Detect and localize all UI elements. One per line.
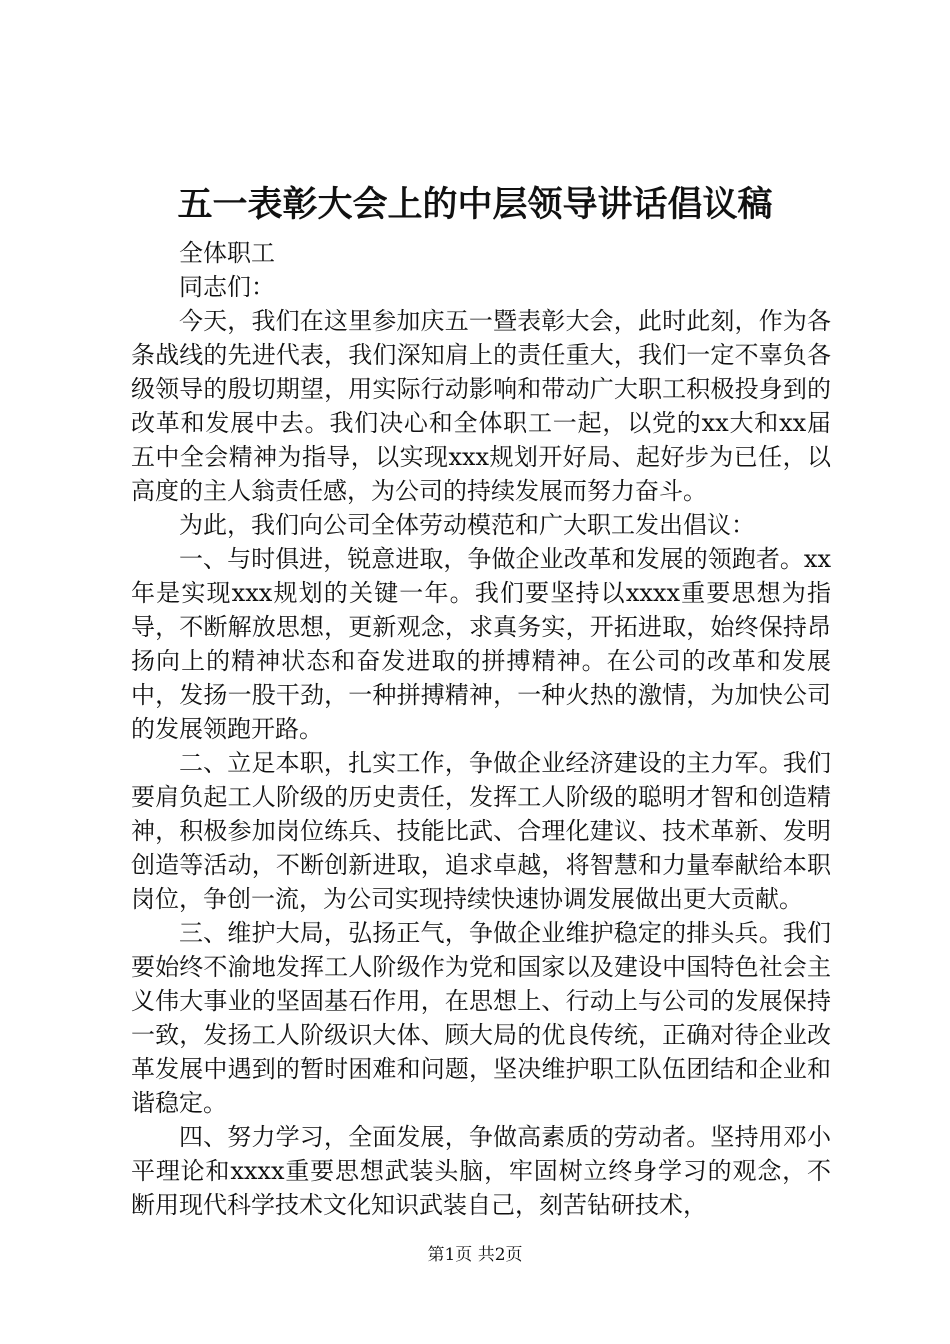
paragraph-item-1: 一、与时俱进，锐意进取，争做企业改革和发展的领跑者。xx年是实现xxx规划的关键一年。我们要坚持以xxxx重要思想为指导，不断解放思想，更新观念，求真务实，开拓进取，始终保持昂扬向上的精神状态和奋发进取的拼搏精神。在公司的改革和发展中，发扬一股干劲，一种拼搏精神，一种火热的激情，为加快公司的发展领跑开路。 [131, 545, 831, 743]
salutation-comrades: 同志们： [179, 273, 275, 301]
salutation-recipients: 全体职工 [179, 239, 275, 267]
paragraph-proposal-lead: 为此，我们向公司全体劳动模范和广大职工发出倡议： [179, 511, 755, 539]
paragraph-intro: 今天，我们在这里参加庆五一暨表彰大会，此时此刻，作为各条战线的先进代表，我们深知肩上的责任重大，我们一定不辜负各级领导的殷切期望，用实际行动影响和带动广大职工积极投身到的改革和发展中去。我们决心和全体职工一起，以党的xx大和xx届五中全会精神为指导，以实现xxx规划开好局、起好步为已任，以高度的主人翁责任感，为公司的持续发展而努力奋斗。 [131, 307, 831, 505]
document-body [131, 236, 831, 1222]
document-title: 五一表彰大会上的中层领导讲话倡议稿 [177, 184, 773, 225]
paragraph-item-4: 四、努力学习，全面发展，争做高素质的劳动者。坚持用邓小平理论和xxxx重要思想武装头脑，牢固树立终身学习的观念，不断用现代科学技术文化知识武装自己，刻苦钻研技术， [131, 1123, 831, 1219]
page-number-footer: 第1页 共2页 [427, 1245, 523, 1265]
paragraph-item-2: 二、立足本职，扎实工作，争做企业经济建设的主力军。我们要肩负起工人阶级的历史责任，发挥工人阶级的聪明才智和创造精神，积极参加岗位练兵、技能比武、合理化建议、技术革新、发明创造等活动，不断创新进取，追求卓越，将智慧和力量奉献给本职岗位，争创一流，为公司实现持续快速协调发展做出更大贡献。 [131, 749, 831, 913]
paragraph-item-3: 三、维护大局，弘扬正气，争做企业维护稳定的排头兵。我们要始终不渝地发挥工人阶级作为党和国家以及建设中国特色社会主义伟大事业的坚固基石作用，在思想上、行动上与公司的发展保持一致，发扬工人阶级识大体、顾大局的优良传统，正确对待企业改革发展中遇到的暂时困难和问题，坚决维护职工队伍团结和企业和谐稳定。 [131, 919, 831, 1117]
